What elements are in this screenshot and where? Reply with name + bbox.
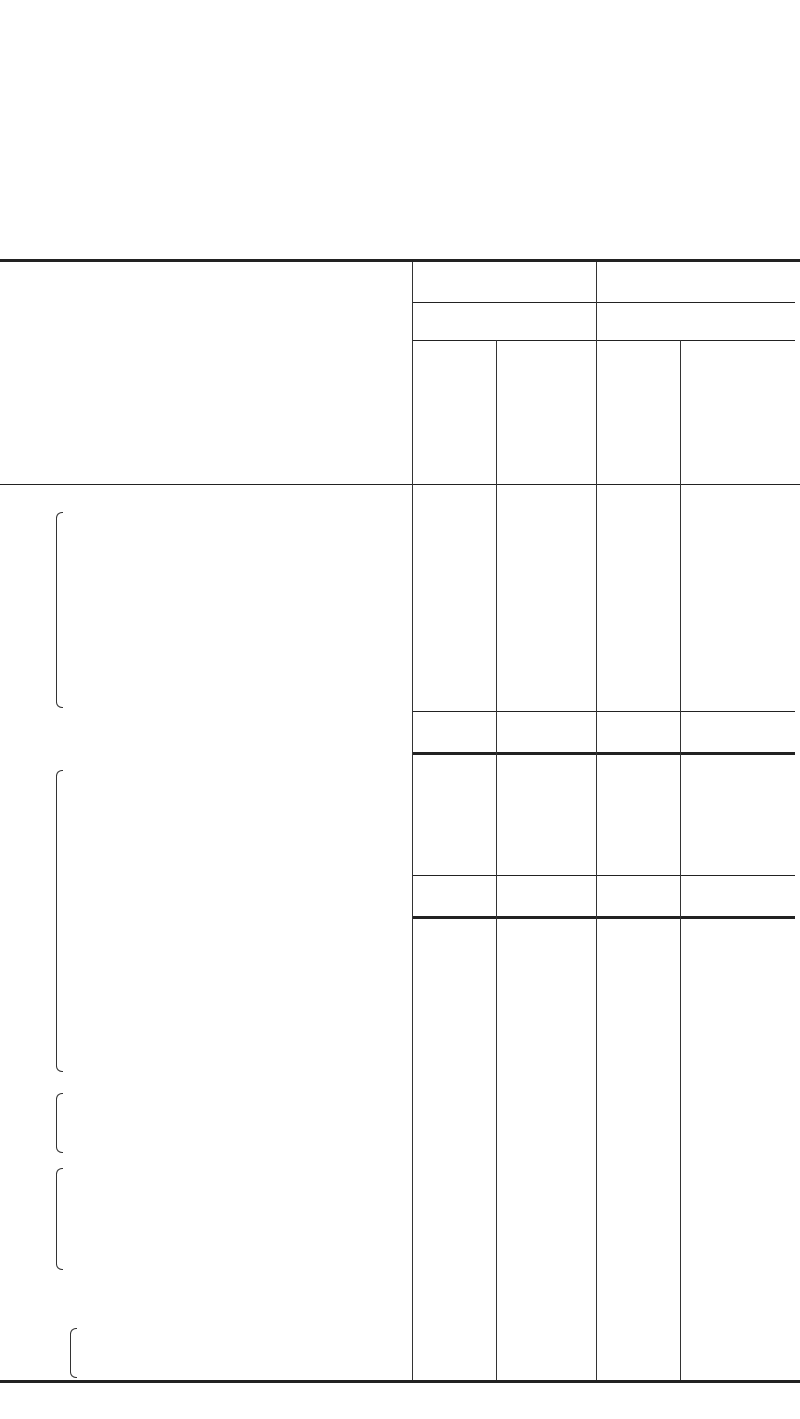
eye-total-rule (412, 916, 795, 919)
header-col3 (505, 346, 575, 466)
header-rule-2 (412, 340, 795, 341)
skin-total-rule (412, 752, 795, 755)
header-rule-1 (412, 302, 795, 303)
table-bottom-rule (0, 1380, 800, 1383)
col-divider-3 (596, 262, 597, 1380)
eye-total-top-rule (412, 875, 795, 876)
brace-ear (56, 1093, 63, 1153)
col-divider-2 (496, 340, 497, 1380)
col-divider-4 (680, 340, 681, 1380)
brace-skin (56, 512, 63, 708)
table-top-rule (0, 259, 800, 262)
col-divider-1 (412, 262, 413, 1380)
brace-heart (70, 1328, 77, 1378)
header-col5 (688, 346, 758, 466)
skin-total-top-rule (412, 711, 795, 712)
brace-eye (56, 770, 63, 1072)
brace-nose (56, 1168, 63, 1270)
